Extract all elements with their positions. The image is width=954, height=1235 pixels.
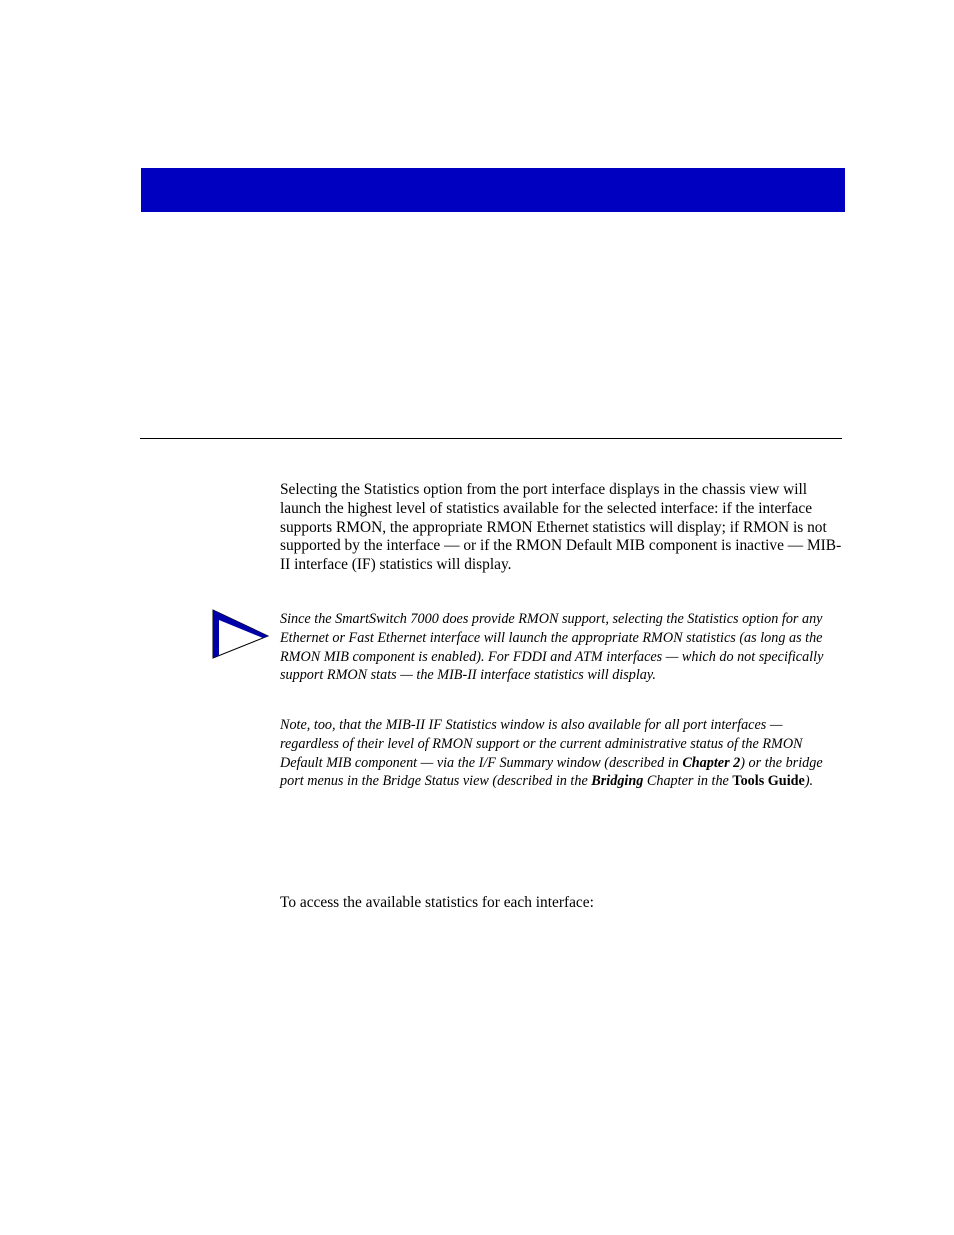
note-text: ).: [804, 773, 814, 790]
note-text: Note, too, that the MIB-II IF Statistics window is also available for all port interfaces — regardless of their level of RMON support or the current administrative status of the RMON Default MIB component — via the I/F Summary window (described in: [280, 717, 803, 771]
note-triangle-icon: [211, 608, 271, 668]
note-paragraph-2: [280, 716, 842, 791]
note-text: Chapter in the: [643, 773, 733, 790]
bridging-reference: Bridging: [591, 773, 644, 790]
section-divider: [140, 438, 842, 439]
chapter-reference: Chapter 2: [682, 754, 741, 771]
tools-guide-reference: Tools Guide: [732, 773, 805, 790]
note-text: ) or the bridge port menus in the Bridge Status view (described in the: [280, 754, 823, 790]
chapter-header-bar: [141, 168, 845, 212]
intro-paragraph: Selecting the Statistics option from the port interface displays in the chassis view will launch the highest level of statistics available for the selected interface: if the interface supports RMON, the appropriate RMON Ethernet statistics will display; if RMON is not supported by the interface — or if the RMON Default MIB component is inactive — MIB-II interface (IF) statistics will display.: [280, 481, 842, 574]
note-paragraph-1: Since the SmartSwitch 7000 does provide RMON support, selecting the Statistics option for any Ethernet or Fast Ethernet interface will launch the appropriate RMON statistics (as long as the RMON MIB component is enabled). For FDDI and ATM interfaces — which do not specifically support RMON stats — the MIB-II interface statistics will display.: [280, 611, 824, 684]
access-instruction: To access the available statistics for each interface:: [280, 894, 594, 911]
